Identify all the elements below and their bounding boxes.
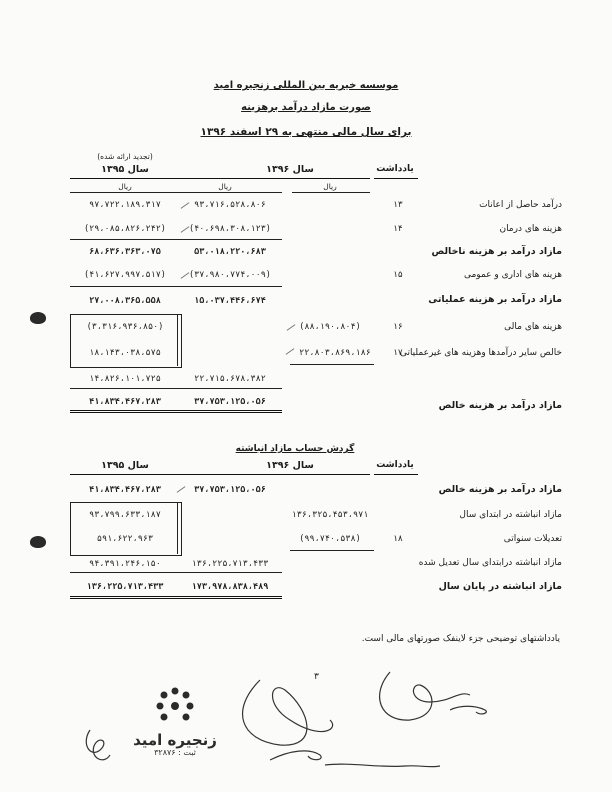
currency-1396-a: ریال: [323, 182, 337, 191]
rule: [177, 572, 282, 573]
note-col-header: یادداشت: [376, 164, 414, 174]
period-title: برای سال مالی منتهی به ۲۹ اسفند ۱۳۹۶: [200, 126, 412, 138]
row-value: ۱۷۳،۹۷۸،۸۳۸،۴۸۹: [191, 582, 269, 592]
row-note: ۱۵: [393, 270, 403, 280]
rule: [70, 192, 180, 193]
rule: [374, 474, 418, 475]
row-value: ۳۷،۷۵۳،۱۲۵،۰۵۶: [194, 397, 266, 407]
signature-stroke: [243, 680, 333, 745]
rule: [70, 286, 180, 287]
col-1395-header: سال ۱۳۹۵: [101, 460, 149, 471]
rule: [374, 178, 418, 179]
signature-stroke: [270, 751, 321, 760]
org-name: موسسه خیریه بین المللی زنجیره امید: [213, 80, 399, 91]
row-label: درآمد حاصل از اعانات: [479, 200, 562, 210]
row-note: ۱۸: [393, 534, 403, 544]
row-label: هزینه های درمان: [499, 224, 562, 234]
row-value-a: ۱۳۶،۳۲۵،۴۵۳،۹۷۱: [291, 510, 369, 520]
row-value: (۳۷،۹۸۰،۷۷۴،۰۰۹): [189, 270, 271, 280]
row-value: ۲۲،۷۱۵،۶۷۸،۳۸۲: [194, 374, 266, 384]
row-label: هزینه های اداری و عمومی: [463, 270, 562, 280]
row-value: ۱۳۶،۲۲۵،۷۱۳،۴۳۳: [191, 559, 269, 569]
rule: [177, 388, 282, 389]
rule: [177, 192, 282, 193]
row-label: مازاد درآمد بر هزینه خالص: [438, 484, 562, 495]
col-1396-header: سال ۱۳۹۶: [266, 460, 314, 471]
rule: [70, 178, 180, 179]
row-value-1395: ۱۸،۱۴۳،۰۳۸،۵۷۵: [89, 348, 161, 358]
section-title: گردش حساب مازاد انباشته: [235, 444, 355, 454]
currency-1396-b: ریال: [218, 182, 232, 191]
row-value-1395: ۱۳۶،۲۲۵،۷۱۳،۴۳۳: [86, 582, 164, 592]
row-label: مازاد انباشته درابتدای سال تعدیل شده: [418, 558, 562, 568]
row-value-a: (۹۹،۷۴۰،۵۳۸): [299, 534, 361, 544]
row-value: ۹۳،۷۱۶،۵۲۸،۸۰۶: [194, 200, 266, 210]
notes-statement: یادداشتهای توضیحی جزء لاینفک صورتهای مالی است.: [361, 634, 560, 644]
punch-hole: [30, 536, 46, 548]
double-rule: [177, 410, 282, 413]
row-value: (۴۰،۶۹۸،۳۰۸،۱۲۳): [189, 224, 271, 234]
row-value-1395: (۳،۳۱۶،۹۳۶،۸۵۰): [86, 322, 164, 332]
logo-text: زنجیره امید: [133, 731, 217, 749]
signature-stroke: [380, 672, 470, 720]
row-value-1395: ۵۹۱،۶۲۲،۹۶۳: [96, 534, 154, 544]
rule: [292, 192, 370, 193]
row-label: مازاد انباشته در پایان سال: [438, 581, 562, 592]
rule: [70, 239, 180, 240]
row-label: هزینه های مالی: [504, 322, 562, 332]
col-1396-header: سال ۱۳۹۶: [266, 164, 314, 175]
row-label: تعدیلات سنواتی: [503, 534, 562, 544]
row-value-1395: ۱۴،۸۲۶،۱۰۱،۷۲۵: [89, 374, 161, 384]
col-1395-header: سال ۱۳۹۵: [101, 164, 149, 175]
row-note: ۱۷: [393, 348, 403, 358]
signatures: [80, 650, 560, 790]
row-value: ۵۳،۰۱۸،۲۲۰،۶۸۳: [194, 247, 266, 257]
row-value: ۱۵،۰۳۷،۴۴۶،۶۷۴: [194, 296, 266, 306]
row-note: ۱۶: [393, 322, 403, 332]
rule: [177, 178, 370, 179]
rule: [290, 550, 374, 551]
row-value-1395: ۹۴،۳۹۱،۲۴۶،۱۵۰: [89, 559, 161, 569]
row-value-1395: ۹۷،۷۲۲،۱۸۹،۳۱۷: [89, 200, 161, 210]
row-value-a: ۲۲،۸۰۳،۸۶۹،۱۸۶: [299, 348, 371, 358]
signature-stroke: [450, 706, 486, 714]
rule: [177, 286, 282, 287]
currency-1395: ریال: [118, 182, 132, 191]
row-note: ۱۳: [393, 200, 403, 210]
punch-hole: [30, 312, 46, 324]
restated-label: (تجدید ارائه شده): [97, 152, 153, 161]
row-value-a: (۸۸،۱۹۰،۸۰۴): [299, 322, 361, 332]
signature-stroke: [86, 730, 110, 760]
row-value-1395: ۲۷،۰۰۸،۳۶۵،۵۵۸: [89, 296, 161, 306]
logo-registration: ثبت : ۳۲۸۷۶: [154, 748, 196, 757]
rule: [70, 572, 180, 573]
rule: [177, 239, 282, 240]
signature-stroke: [325, 764, 440, 767]
note-col-header: یادداشت: [376, 460, 414, 470]
rule: [70, 474, 180, 475]
rule: [290, 364, 374, 365]
row-value-1395: (۲۹،۰۸۵،۸۲۶،۲۴۲): [84, 224, 166, 234]
rule: [177, 474, 370, 475]
row-value-1395: ۹۳،۷۹۹،۶۳۳،۱۸۷: [89, 510, 161, 520]
page-number: ۳: [314, 672, 319, 682]
double-rule: [70, 596, 180, 599]
rule: [70, 388, 180, 389]
statement-title: صورت مازاد درآمد برهزینه: [241, 102, 371, 113]
row-label: مازاد درآمد بر هزینه خالص: [438, 400, 562, 411]
double-rule: [177, 596, 282, 599]
row-label: مازاد درآمد بر هزینه ناخالص: [431, 246, 562, 257]
double-rule: [70, 410, 180, 413]
row-label: مازاد انباشته در ابتدای سال: [459, 510, 562, 520]
row-value-1395: ۶۸،۶۳۶،۳۶۳،۰۷۵: [89, 247, 161, 257]
row-label: مازاد درآمد بر هزینه عملیاتی: [428, 294, 562, 305]
row-note: ۱۴: [393, 224, 403, 234]
row-value-1395: ۴۱،۸۳۴،۴۶۷،۲۸۳: [89, 485, 161, 495]
row-value: ۳۷،۷۵۳،۱۲۵،۰۵۶: [194, 485, 266, 495]
row-value-1395: ۴۱،۸۳۴،۴۶۷،۲۸۳: [89, 397, 161, 407]
row-label: خالص سایر درآمدها وهزینه های غیرعملیاتی: [399, 348, 562, 358]
row-value-1395: (۴۱،۶۲۷،۹۹۷،۵۱۷): [84, 270, 166, 280]
